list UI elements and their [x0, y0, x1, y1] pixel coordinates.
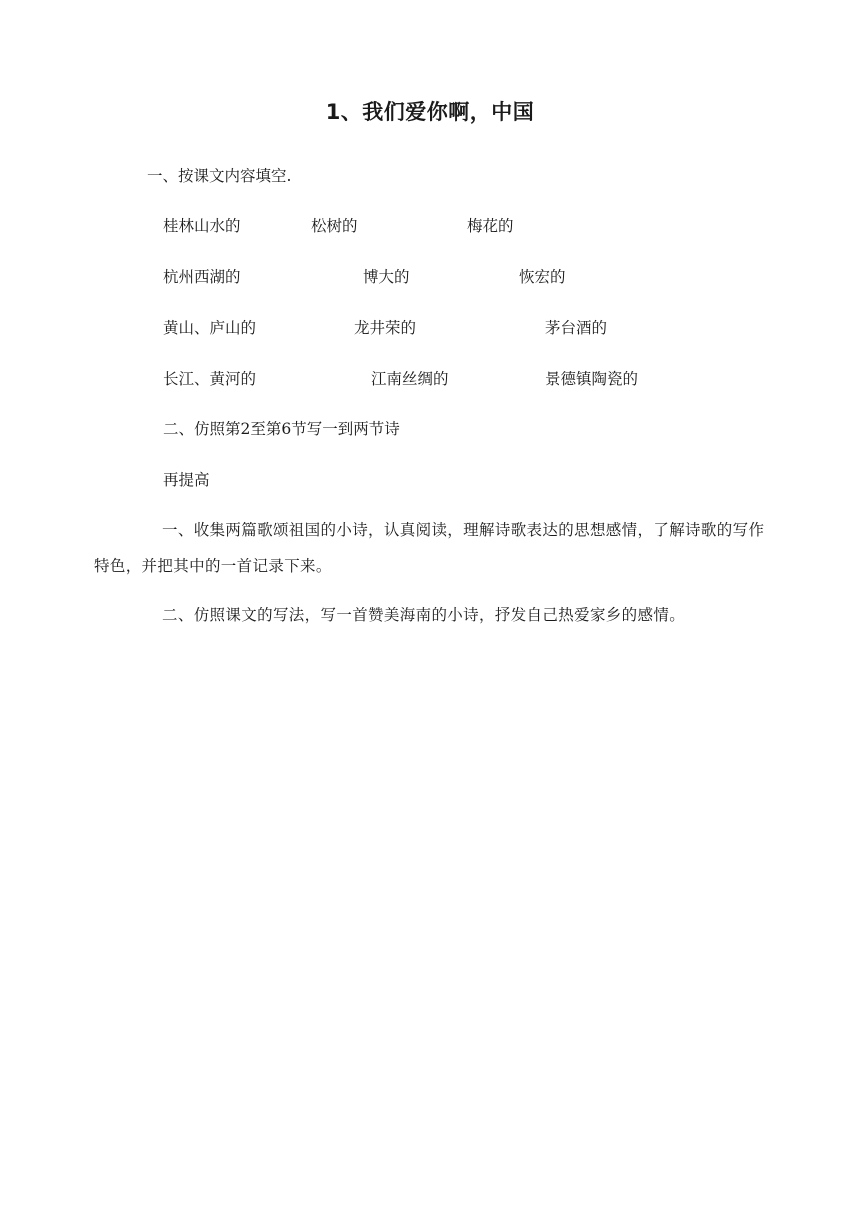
advanced-task-1: 一、收集两篇歌颂祖国的小诗，认真阅读，理解诗歌表达的思想感情，了解诗歌的写作特色，并把其中的一首记录下来。	[94, 521, 765, 575]
fill-item: 松树的	[311, 217, 358, 235]
fill-item: 长江、黄河的	[163, 370, 257, 388]
advanced-task-2: 二、仿照课文的写法，写一首赞美海南的小诗，抒发自己热爱家乡的感情。	[162, 606, 686, 624]
page-title: 1、我们爱你啊，中国	[325, 100, 535, 124]
fill-item: 桂林山水的	[163, 217, 241, 235]
fill-item: 梅花的	[467, 217, 514, 235]
fill-item: 江南丝绸的	[371, 370, 449, 388]
fill-item: 龙井荣的	[354, 319, 417, 337]
fill-item: 黄山、庐山的	[163, 319, 257, 337]
fill-item: 恢宏的	[519, 268, 566, 286]
advanced-heading: 再提高	[163, 471, 210, 489]
section1-heading: 一、按课文内容填空.	[147, 167, 292, 185]
section2-heading: 二、仿照第2至第6节写一到两节诗	[163, 420, 400, 438]
fill-item: 茅台酒的	[545, 319, 608, 337]
fill-item: 博大的	[363, 268, 410, 286]
fill-item: 景德镇陶瓷的	[545, 370, 639, 388]
fill-item: 杭州西湖的	[163, 268, 241, 286]
